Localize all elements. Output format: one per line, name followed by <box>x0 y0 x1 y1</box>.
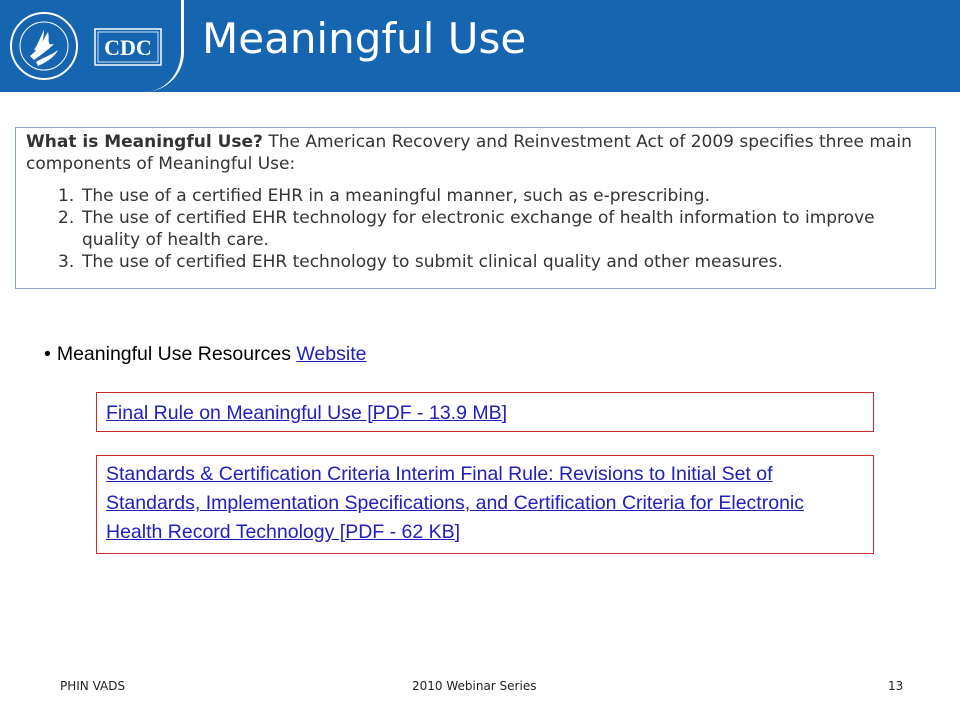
resources-bullet <box>44 343 366 366</box>
definition-box <box>15 127 936 289</box>
footer-center: 2010 Webinar Series <box>412 679 537 693</box>
components-list <box>26 185 927 273</box>
website-link[interactable]: Website <box>296 343 367 365</box>
final-rule-box <box>96 392 874 432</box>
definition-intro-text: The American Recovery and Reinvestment Act of 2009 specifies three main components of Meaningful Use: <box>26 132 912 174</box>
cdc-logo-text: CDC <box>104 35 152 60</box>
list-item <box>26 251 927 273</box>
standards-rule-box <box>96 455 874 554</box>
list-item <box>26 207 927 251</box>
final-rule-link[interactable]: Final Rule on Meaningful Use [PDF - 13.9 MB] <box>106 402 508 424</box>
footer-left: PHIN VADS <box>60 679 126 693</box>
page-title: Meaningful Use <box>202 14 527 63</box>
definition-intro <box>26 131 927 175</box>
list-item-text: The use of certified EHR technology to submit clinical quality and other measures. <box>82 252 783 272</box>
standards-certification-link[interactable]: Standards & Certification Criteria Interim Final Rule: Revisions to Initial Set of Standards, Implementation Specifications, and Certification Criteria for Electronic Health Record Technology [PDF - 62 KB] <box>106 463 804 543</box>
resources-label: Meaningful Use Resources <box>56 343 291 365</box>
list-item-number: 3. <box>58 252 75 272</box>
logo-panel <box>0 0 184 92</box>
list-item-number: 1. <box>58 186 75 206</box>
definition-term: What is Meaningful Use? <box>26 132 263 152</box>
page-number: 13 <box>888 679 904 693</box>
list-item-text: The use of a certified EHR in a meaningful manner, such as e-prescribing. <box>82 186 710 206</box>
list-item <box>26 185 927 207</box>
list-item-text: The use of certified EHR technology for electronic exchange of health information to improve quality of health care. <box>82 208 875 250</box>
hhs-seal-icon <box>8 10 80 82</box>
list-item-number: 2. <box>58 208 75 228</box>
cdc-logo <box>94 28 162 66</box>
bullet-mark: • <box>44 343 51 365</box>
title-bar <box>0 0 960 92</box>
